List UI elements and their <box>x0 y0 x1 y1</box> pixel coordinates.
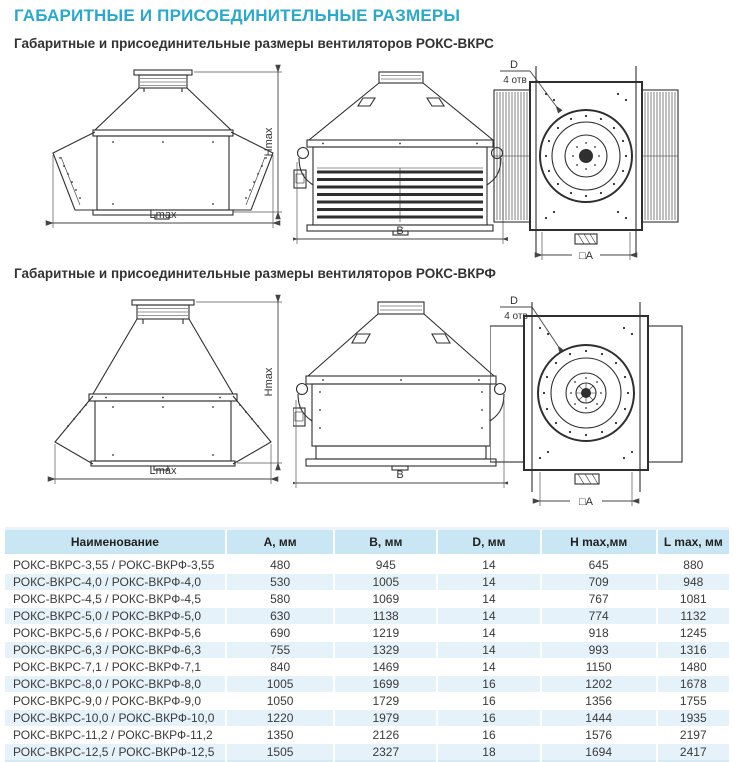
dimension-cell: 14 <box>437 574 541 591</box>
table-row <box>5 676 729 693</box>
dimension-label-hmax: Hmax <box>263 367 275 397</box>
dimension-cell: 1356 <box>541 693 657 710</box>
right-support <box>233 396 271 464</box>
dimension-cell: 530 <box>226 574 335 591</box>
model-name-cell: РОКС-ВКРС-4,0 / РОКС-ВКРФ-4,0 <box>5 574 226 591</box>
column-header: Наименование <box>5 529 226 556</box>
holes-count-label: 4 отв <box>503 75 527 86</box>
side-panel-left <box>490 326 524 462</box>
dimension-cell: 1005 <box>226 676 335 693</box>
column-header: В, мм <box>334 529 437 556</box>
page-title: ГАБАРИТНЫЕ И ПРИСОЕДИНИТЕЛЬНЫЕ РАЗМЕРЫ <box>14 6 461 25</box>
dimension-cell: 2327 <box>334 744 437 762</box>
side-panel-right <box>648 326 682 462</box>
dimension-cell: 1350 <box>226 727 335 744</box>
dimension-cell: 690 <box>226 625 335 642</box>
table-row <box>5 556 729 574</box>
model-name-cell: РОКС-ВКРС-4,5 / РОКС-ВКРФ-4,5 <box>5 591 226 608</box>
dimension-cell: 14 <box>437 625 541 642</box>
dimension-cell: 630 <box>226 608 335 625</box>
dimension-cell: 774 <box>541 608 657 625</box>
motor-mount <box>575 234 597 244</box>
vkrf-side-view-drawing <box>293 292 508 510</box>
model-name-cell: РОКС-ВКРС-10,0 / РОКС-ВКРФ-10,0 <box>5 710 226 727</box>
dimension-cell: 945 <box>334 556 437 574</box>
dimension-cell: 1245 <box>657 625 729 642</box>
dimension-label-d: D <box>510 59 518 71</box>
dimension-cell: 1329 <box>334 642 437 659</box>
model-name-cell: РОКС-ВКРС-3,55 / РОКС-ВКРФ-3,55 <box>5 556 226 574</box>
vkrs-side-view-louvered-drawing <box>293 58 508 263</box>
dimension-cell: 580 <box>226 591 335 608</box>
dimension-cell: 645 <box>541 556 657 574</box>
model-name-cell: РОКС-ВКРС-11,2 / РОКС-ВКРФ-11,2 <box>5 727 226 744</box>
dimension-cell: 1132 <box>657 608 729 625</box>
impeller-top-view <box>538 345 634 441</box>
model-name-cell: РОКС-ВКРС-7,1 / РОКС-ВКРФ-7,1 <box>5 659 226 676</box>
table-row <box>5 693 729 710</box>
dimension-cell: 1505 <box>226 744 335 762</box>
dimension-cell: 1069 <box>334 591 437 608</box>
table-row <box>5 744 729 762</box>
dimension-label-lmax: Lmax <box>149 465 177 477</box>
dimension-label-b: B <box>396 225 404 237</box>
table-row <box>5 625 729 642</box>
dimension-cell: 2197 <box>657 727 729 744</box>
dimension-cell: 1220 <box>226 710 335 727</box>
vkrf-front-view-drawing <box>16 292 291 510</box>
column-header: Н max,мм <box>541 529 657 556</box>
dimension-cell: 2126 <box>334 727 437 744</box>
vkrf-top-view-drawing <box>490 292 734 513</box>
dimension-cell: 480 <box>226 556 335 574</box>
dimension-cell: 1050 <box>226 693 335 710</box>
dimension-cell: 1138 <box>334 608 437 625</box>
table-row <box>5 574 729 591</box>
dimension-cell: 1202 <box>541 676 657 693</box>
vkrs-front-view-drawing <box>16 58 291 263</box>
dimension-cell: 14 <box>437 556 541 574</box>
table-header-row <box>5 529 729 556</box>
vkrs-top-view-drawing <box>490 56 734 265</box>
table-row <box>5 591 729 608</box>
dimension-cell: 755 <box>226 642 335 659</box>
dimension-cell: 1979 <box>334 710 437 727</box>
dimension-label-hmax: Hmax <box>263 127 275 157</box>
left-support <box>55 396 93 464</box>
dimension-label-square-a: □A <box>579 496 593 508</box>
table-row <box>5 727 729 744</box>
dimension-cell: 1694 <box>541 744 657 762</box>
table-row <box>5 659 729 676</box>
dimension-cell: 1678 <box>657 676 729 693</box>
section-heading-vkrs: Габаритные и присоединительные размеры вентиляторов РОКС-ВКРС <box>14 36 494 51</box>
dimension-cell: 14 <box>437 608 541 625</box>
dimension-cell: 1444 <box>541 710 657 727</box>
dimension-cell: 840 <box>226 659 335 676</box>
dimension-cell: 1081 <box>657 591 729 608</box>
table-body <box>5 556 729 762</box>
dimensions-table <box>5 527 729 762</box>
dimension-cell: 16 <box>437 727 541 744</box>
table-row <box>5 710 729 727</box>
dimension-cell: 16 <box>437 676 541 693</box>
dimension-cell: 1469 <box>334 659 437 676</box>
dimension-cell: 1729 <box>334 693 437 710</box>
model-name-cell: РОКС-ВКРС-5,0 / РОКС-ВКРФ-5,0 <box>5 608 226 625</box>
left-diffuser <box>53 132 95 210</box>
lifting-eye-left <box>298 148 309 159</box>
model-name-cell: РОКС-ВКРС-8,0 / РОКС-ВКРФ-8,0 <box>5 676 226 693</box>
dimension-cell: 1219 <box>334 625 437 642</box>
model-name-cell: РОКС-ВКРС-9,0 / РОКС-ВКРФ-9,0 <box>5 693 226 710</box>
lifting-eye-left <box>297 384 308 395</box>
column-header: А, мм <box>226 529 335 556</box>
dimension-cell: 767 <box>541 591 657 608</box>
impeller-top-view <box>540 110 632 202</box>
dimension-label-b: B <box>396 469 404 481</box>
dimension-cell: 14 <box>437 642 541 659</box>
dimension-label-lmax: Lmax <box>149 209 177 221</box>
table-row <box>5 608 729 625</box>
section-heading-vkrf: Габаритные и присоединительные размеры вентиляторов РОКС-ВКРФ <box>14 266 496 281</box>
dimension-cell: 16 <box>437 710 541 727</box>
dimension-cell: 14 <box>437 659 541 676</box>
dimension-cell: 1699 <box>334 676 437 693</box>
dimension-cell: 880 <box>657 556 729 574</box>
dimension-cell: 16 <box>437 693 541 710</box>
dimension-cell: 993 <box>541 642 657 659</box>
model-name-cell: РОКС-ВКРС-5,6 / РОКС-ВКРФ-5,6 <box>5 625 226 642</box>
dimension-cell: 1316 <box>657 642 729 659</box>
dimension-cell: 1935 <box>657 710 729 727</box>
column-header: L max, мм <box>657 529 729 556</box>
dimension-label-square-a: □A <box>579 250 593 262</box>
dimension-cell: 948 <box>657 574 729 591</box>
model-name-cell: РОКС-ВКРС-12,5 / РОКС-ВКРФ-12,5 <box>5 744 226 762</box>
holes-count-label: 4 отв <box>504 311 528 322</box>
dimension-cell: 18 <box>437 744 541 762</box>
dimension-cell: 14 <box>437 591 541 608</box>
dimension-label-d: D <box>510 295 518 307</box>
dimension-cell: 918 <box>541 625 657 642</box>
column-header: D, мм <box>437 529 541 556</box>
dimension-cell: 1150 <box>541 659 657 676</box>
dimension-cell: 709 <box>541 574 657 591</box>
model-name-cell: РОКС-ВКРС-6,3 / РОКС-ВКРФ-6,3 <box>5 642 226 659</box>
dimension-cell: 1576 <box>541 727 657 744</box>
dimension-cell: 1755 <box>657 693 729 710</box>
dimension-cell: 1005 <box>334 574 437 591</box>
table-row <box>5 642 729 659</box>
dimension-cell: 1480 <box>657 659 729 676</box>
dimension-cell: 2417 <box>657 744 729 762</box>
